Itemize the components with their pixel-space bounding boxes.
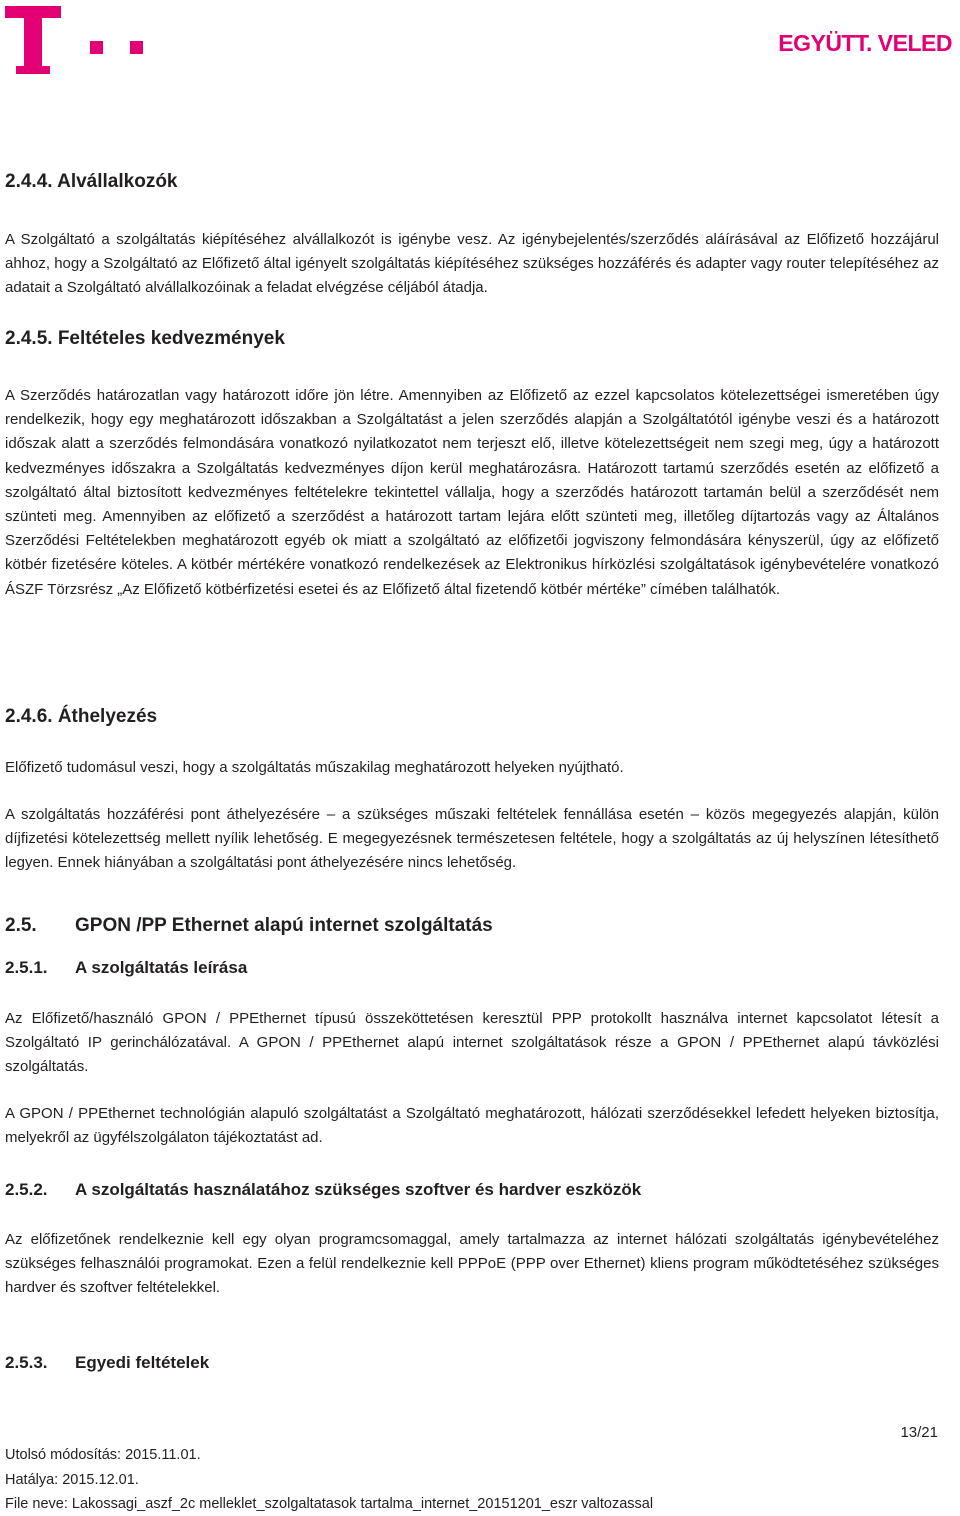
heading-2-5-1: 2.5.1. A szolgáltatás leírása	[5, 958, 248, 977]
paragraph-relocation-2: A szolgáltatás hozzáférési pont áthelyezésére – a szükséges műszaki feltételek fennállása esetén – közös megegyezés alapján, külön díjfizetési kötelezettség mellett nyílik lehetőség. E megegyezésnek természetesen feltétele, hogy a szolgáltatás az új helyszínen létesíthető legyen. Ennek hiányában a szolgáltatási pont áthelyezésére nincs lehetőség.	[5, 806, 939, 872]
footer-effective: Hatálya: 2015.12.01.	[5, 1472, 139, 1488]
paragraph-service-description-1: Az Előfizető/használó GPON / PPEthernet típusú összeköttetésen keresztül PPP protokollt használva internet kapcsolatot létesít a Szolgáltató IP gerinchálózatával. A GPON / PPEthernet alapú internet szolgáltatások része a GPON / PPEthernet alapú távközlési szolgáltatás.	[5, 1010, 939, 1076]
paragraph-relocation-1: Előfizető tudomásul veszi, hogy a szolgáltatás műszakilag meghatározott helyeken nyújtható.	[5, 759, 624, 776]
heading-2-4-5: 2.4.5. Feltételes kedvezmények	[5, 328, 285, 349]
paragraph-subcontractors: A Szolgáltató a szolgáltatás kiépítéséhez alvállalkozót is igénybe vesz. Az igénybejelentés/szerződés aláírásával az Előfizető hozzájárul ahhoz, hogy a Szolgáltató az Előfizető által igényelt szolgáltatás kiépítéséhez szükséges hozzáférés és adapter vagy router telepítéséhez az adatait a Szolgáltató alvállalkozóinak a feladat elvégzése céljából átadja.	[5, 231, 939, 297]
heading-2-4-6: 2.4.6. Áthelyezés	[5, 706, 158, 727]
paragraph-service-description-2: A GPON / PPEthernet technológián alapuló szolgáltatást a Szolgáltató meghatározott, hálózati szerződésekkel lefedett helyeken biztosítja, melyekről az ügyfélszolgálaton tájékoztatást ad.	[5, 1105, 939, 1147]
paragraph-software-hardware: Az előfizetőnek rendelkeznie kell egy olyan programcsomaggal, amely tartalmazza az internet hálózati szolgáltatás igénybevételéhez szükséges felhasználói programokat. Ezen a felül rendelkeznie kell PPPoE (PPP over Ethernet) kliens program működtetéséhez szükséges hardver és szoftver feltételekkel.	[5, 1231, 939, 1297]
heading-2-5: 2.5. GPON /PP Ethernet alapú internet szolgáltatás	[5, 915, 493, 936]
paragraph-conditional-discounts: A Szerződés határozatlan vagy határozott időre jön létre. Amennyiben az Előfizető az ezzel kapcsolatos kötelezettségei ismeretében úgy rendelkezik, hogy egy meghatározott időszakban a Szolgáltatást a jelen szerződés alapján a Szolgáltatótól igénybe veszi és a határozott időszak alatt a szerződés felmondására vonatkozó nyilatkozatot nem terjeszt elő, illetve kötelezettségeit nem szegi meg, úgy a határozott kedvezményes időszakra a Szolgáltatás kedvezményes díjon kerül meghatározásra. Határozott tartamú szerződés esetén az előfizető a szolgáltató által biztosított kedvezményes feltételekre tekintettel vállalja, hogy a szerződés határozott tartamán belül a szerződését nem szünteti meg. Amennyiben az előfizető a szerződést a határozott tartam lejára előtt szünteti meg, illetőleg díjtartozás vagy az Általános Szerződési Feltételekben meghatározott egyéb ok miatt a szolgáltató az előfizetői jogviszony felmondására kényszerül, úgy az előfizető kötbér fizetésére köteles. A kötbér mértékére vonatkozó rendelkezések az Elektronikus hírközlési szolgáltatások igénybevételére vonatkozó ÁSZF Törzsrész „Az Előfizető kötbérfizetési esetei és az Előfizető által fizetendő kötbér mértéke” címében találhatók.	[5, 387, 939, 598]
brand-slogan: EGYÜTT. VELED	[778, 30, 952, 56]
footer-modified: Utolsó módosítás: 2015.11.01.	[5, 1447, 201, 1463]
heading-2-5-3: 2.5.3. Egyedi feltételek	[5, 1353, 210, 1372]
heading-2-4-4: 2.4.4. Alvállalkozók	[5, 171, 178, 192]
heading-2-5-2: 2.5.2. A szolgáltatás használatához szükséges szoftver és hardver eszközök	[5, 1180, 642, 1199]
telekom-logo	[5, 6, 145, 74]
footer-filename: File neve: Lakossagi_aszf_2c melleklet_szolgaltatasok tartalma_internet_20151201_eszr valtozassal	[5, 1496, 654, 1512]
page-number: 13/21	[900, 1424, 938, 1441]
